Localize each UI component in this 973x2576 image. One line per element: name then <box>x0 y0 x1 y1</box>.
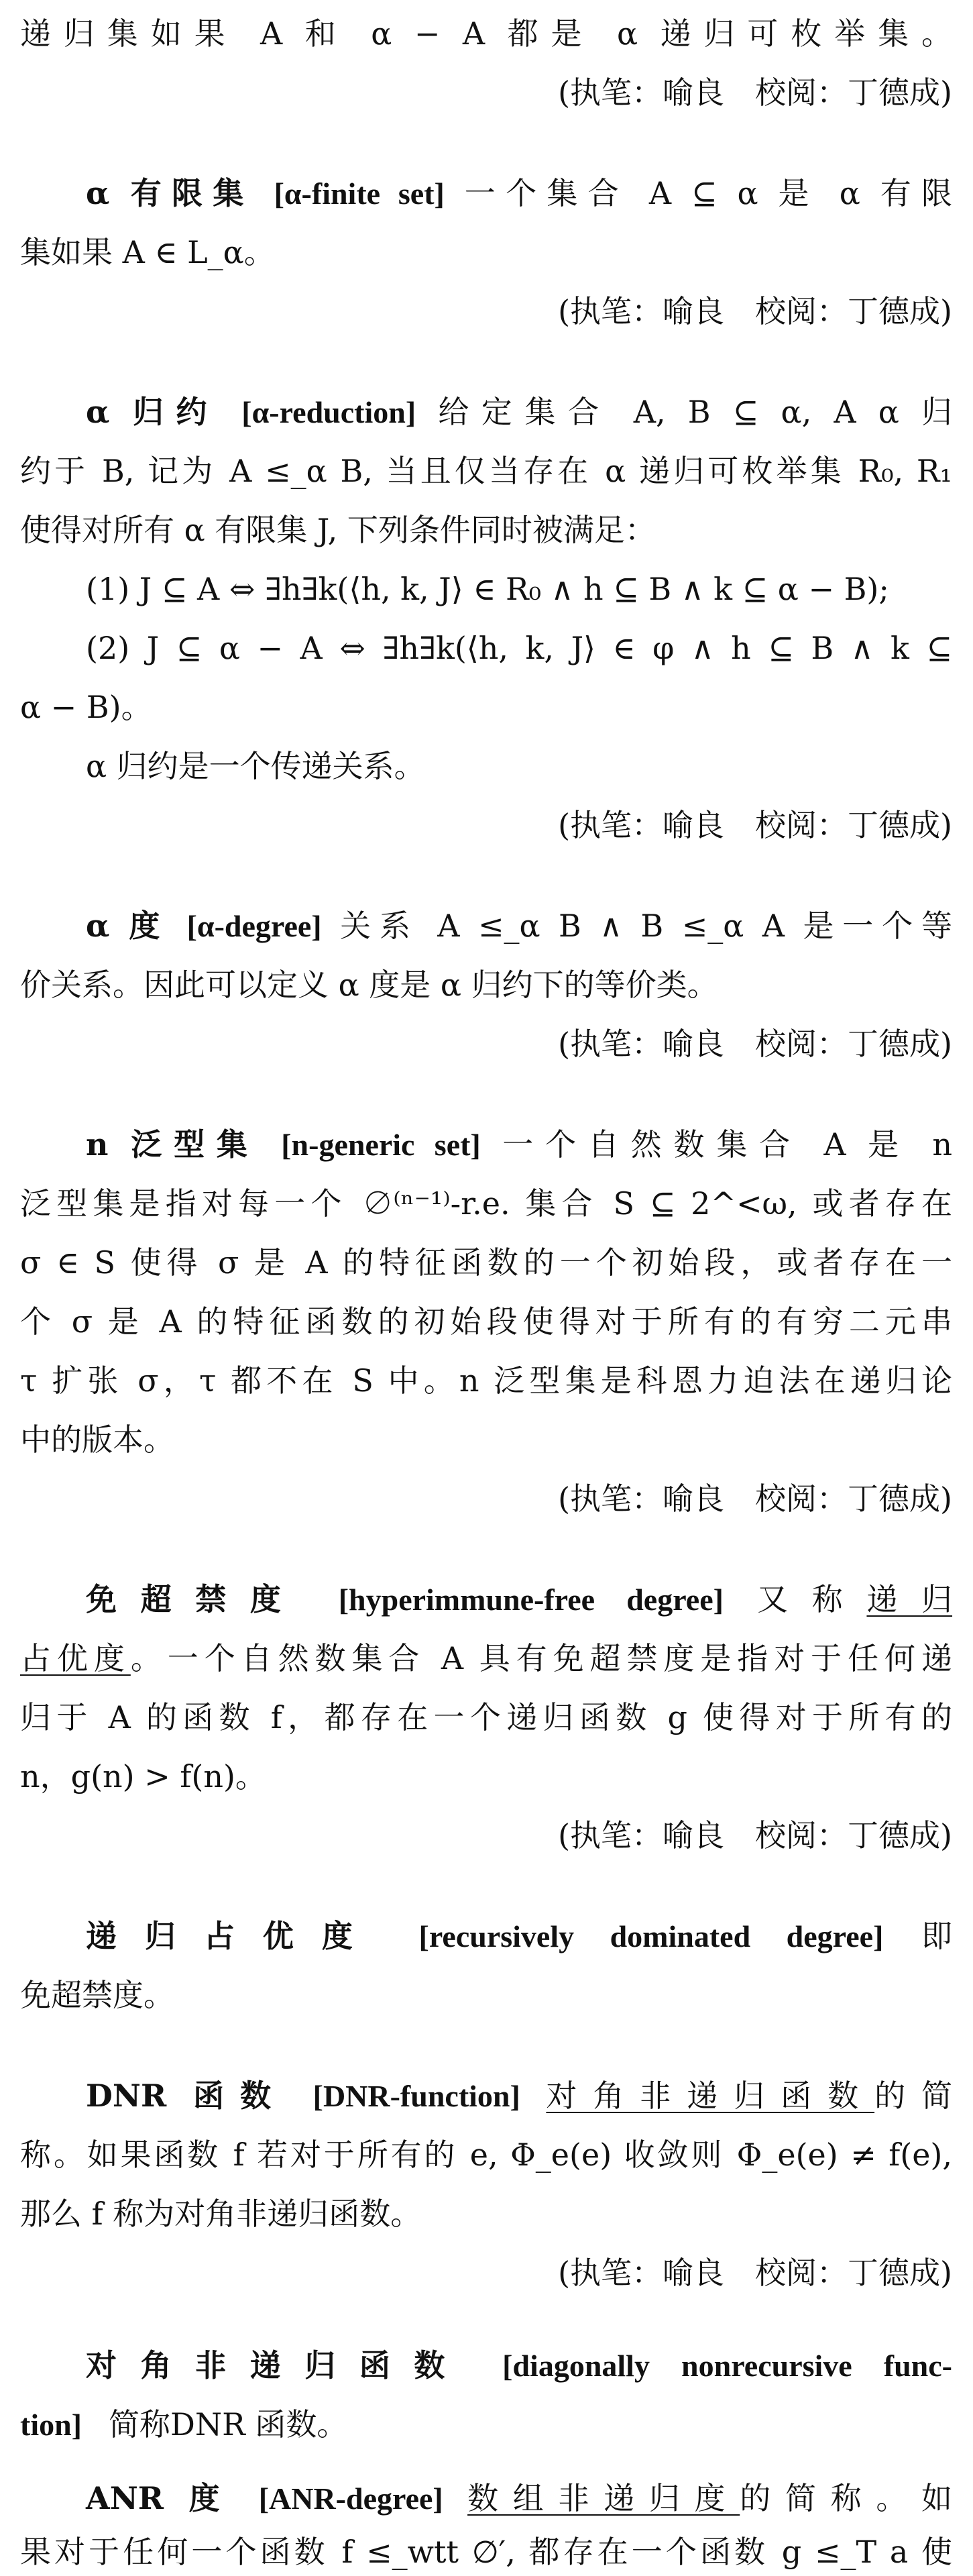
term-english: tion] <box>20 2408 82 2442</box>
definition-text: 一个自然数集合 A 是 n <box>502 1126 952 1163</box>
definition-text: 的简 <box>874 2078 953 2114</box>
attribution: (执笔：喻良 校阅：丁德成) <box>558 1817 952 1854</box>
term-chinese: ANR 度 <box>86 2480 235 2516</box>
term-chinese: 递归占优度 <box>86 1918 381 1954</box>
body-text-line: 免超禁度。 <box>20 1977 174 2013</box>
term-english: [DNR-function] <box>312 2079 520 2113</box>
body-text-line: 价关系。因此可以定义 α 度是 α 归约下的等价类。 <box>20 967 718 1003</box>
term-english: [hyperimmune-free degree] <box>338 1582 724 1617</box>
cross-reference-link[interactable]: 递归 <box>866 1581 953 1617</box>
definition-text <box>546 2078 952 2114</box>
body-text-line <box>20 1638 952 1678</box>
term-english: [α-degree] <box>186 909 322 943</box>
body-text-line: 约于 B, 记为 A ≤_α B, 当且仅当存在 α 递归可枚举集 R₀, R₁ <box>20 453 952 489</box>
body-text-line: 称。如果函数 f 若对于所有的 e, Φ_e(e) 收敛则 Φ_e(e) ≠ f(e), <box>20 2137 952 2173</box>
body-text-line: τ 扩张 σ，τ 都不在 S 中。n 泛型集是科恩力迫法在递归论 <box>20 1362 952 1399</box>
attribution: (执笔：喻良 校阅：丁德成) <box>558 1481 952 1517</box>
body-text-line: 中的版本。 <box>20 1421 174 1458</box>
term-chinese: n 泛型集 <box>86 1126 260 1163</box>
entry-heading-dnr-function <box>86 2076 952 2116</box>
definition-text: 一个集合 A ⊆ α 是 α 有限 <box>464 175 953 211</box>
body-text-line: n，g(n) > f(n)。 <box>20 1758 266 1794</box>
term-english: [diagonally nonrecursive func- <box>502 2349 952 2383</box>
attribution: (执笔：喻良 校阅：丁德成) <box>558 807 952 843</box>
body-text-line: 归于 A 的函数 f，都存在一个递归函数 g 使得对于所有的 <box>20 1699 952 1735</box>
definition-text: 又称 <box>757 1581 867 1617</box>
entry-heading-n-generic-set <box>86 1124 952 1165</box>
condition-2: (2) J ⊆ α − A ⇔ ∃h∃k(⟨h, k, J⟩ ∈ φ ∧ h ⊆ B ∧ k ⊆ <box>86 630 952 666</box>
cross-reference-link[interactable]: 数组非递归度 <box>467 2480 740 2516</box>
term-chinese: DNR 函数 <box>86 2078 288 2114</box>
body-text-line: 递归集如果 A 和 α − A 都是 α 递归可枚举集。 <box>20 15 952 52</box>
entry-heading-alpha-degree <box>86 906 952 947</box>
definition-text <box>467 2480 952 2516</box>
term-english: [α-reduction] <box>241 395 416 429</box>
entry-heading-anr-degree <box>86 2478 952 2519</box>
definition-text: 给定集合 A, B ⊆ α, A α 归 <box>438 394 953 430</box>
term-english: [recursively dominated degree] <box>418 1919 884 1953</box>
attribution: (执笔：喻良 校阅：丁德成) <box>558 2255 952 2291</box>
condition-1: (1) J ⊆ A ⇔ ∃h∃k(⟨h, k, J⟩ ∈ R₀ ∧ h ⊆ B ∧ k ⊆ α − B); <box>86 571 889 607</box>
body-text-line: 使得对所有 α 有限集 J, 下列条件同时被满足： <box>20 512 656 548</box>
attribution: (执笔：喻良 校阅：丁德成) <box>558 293 952 329</box>
attribution: (执笔：喻良 校阅：丁德成) <box>558 74 952 111</box>
definition-text: 简称DNR 函数。 <box>109 2406 348 2443</box>
entry-heading-recursively-dominated-degree <box>86 1916 952 1957</box>
attribution: (执笔：喻良 校阅：丁德成) <box>558 1026 952 1062</box>
entry-heading-diagonally-nonrecursive-function <box>86 2345 952 2386</box>
body-text-line: 果对于任何一个函数 f ≤_wtt ∅′, 都存在一个函数 g ≤_T a 使 <box>20 2534 952 2570</box>
definition-text <box>757 1581 952 1617</box>
entry-heading-hyperimmune-free-degree <box>86 1579 952 1620</box>
body-text-line: 集如果 A ∈ L_α。 <box>20 234 275 270</box>
term-chinese: α 度 <box>86 908 169 944</box>
body-text-line: α − B)。 <box>20 689 152 725</box>
term-chinese: α 归约 <box>86 394 220 430</box>
body-text-line: 那么 f 称为对角非递归函数。 <box>20 2196 422 2232</box>
body-text-line: 泛型集是指对每一个 ∅⁽ⁿ⁻¹⁾-r.e. 集合 S ⊆ 2^<ω, 或者存在 <box>20 1185 952 1222</box>
entry-heading-alpha-reduction <box>86 392 952 433</box>
term-english: [n-generic set] <box>281 1128 481 1162</box>
definition-text: 即 <box>921 1918 953 1954</box>
definition-text: 关系 A ≤_α B ∧ B ≤_α A 是一个等 <box>340 908 952 944</box>
cross-reference-link[interactable]: 对角非递归函数 <box>546 2078 875 2114</box>
term-english: [α-finite set] <box>274 176 445 211</box>
body-text-line: 个 σ 是 A 的特征函数的初始段使得对于所有的有穷二元串 <box>20 1303 952 1340</box>
entry-heading-alpha-finite-set <box>86 173 952 214</box>
term-chinese: 免超禁度 <box>86 1581 305 1617</box>
definition-text: 的简称。如 <box>740 2480 953 2516</box>
term-chinese: 对角非递归函数 <box>86 2347 469 2383</box>
term-chinese: α 有限集 <box>86 175 254 211</box>
body-text-line: α 归约是一个传递关系。 <box>86 748 425 784</box>
definition-text: 。一个自然数集合 A 具有免超禁度是指对于任何递 <box>130 1640 952 1676</box>
body-text-line: σ ∈ S 使得 σ 是 A 的特征函数的一个初始段，或者存在一 <box>20 1244 952 1281</box>
term-english: [ANR-degree] <box>258 2481 443 2516</box>
body-text-line <box>20 2404 952 2445</box>
cross-reference-link[interactable]: 占优度 <box>20 1640 131 1676</box>
